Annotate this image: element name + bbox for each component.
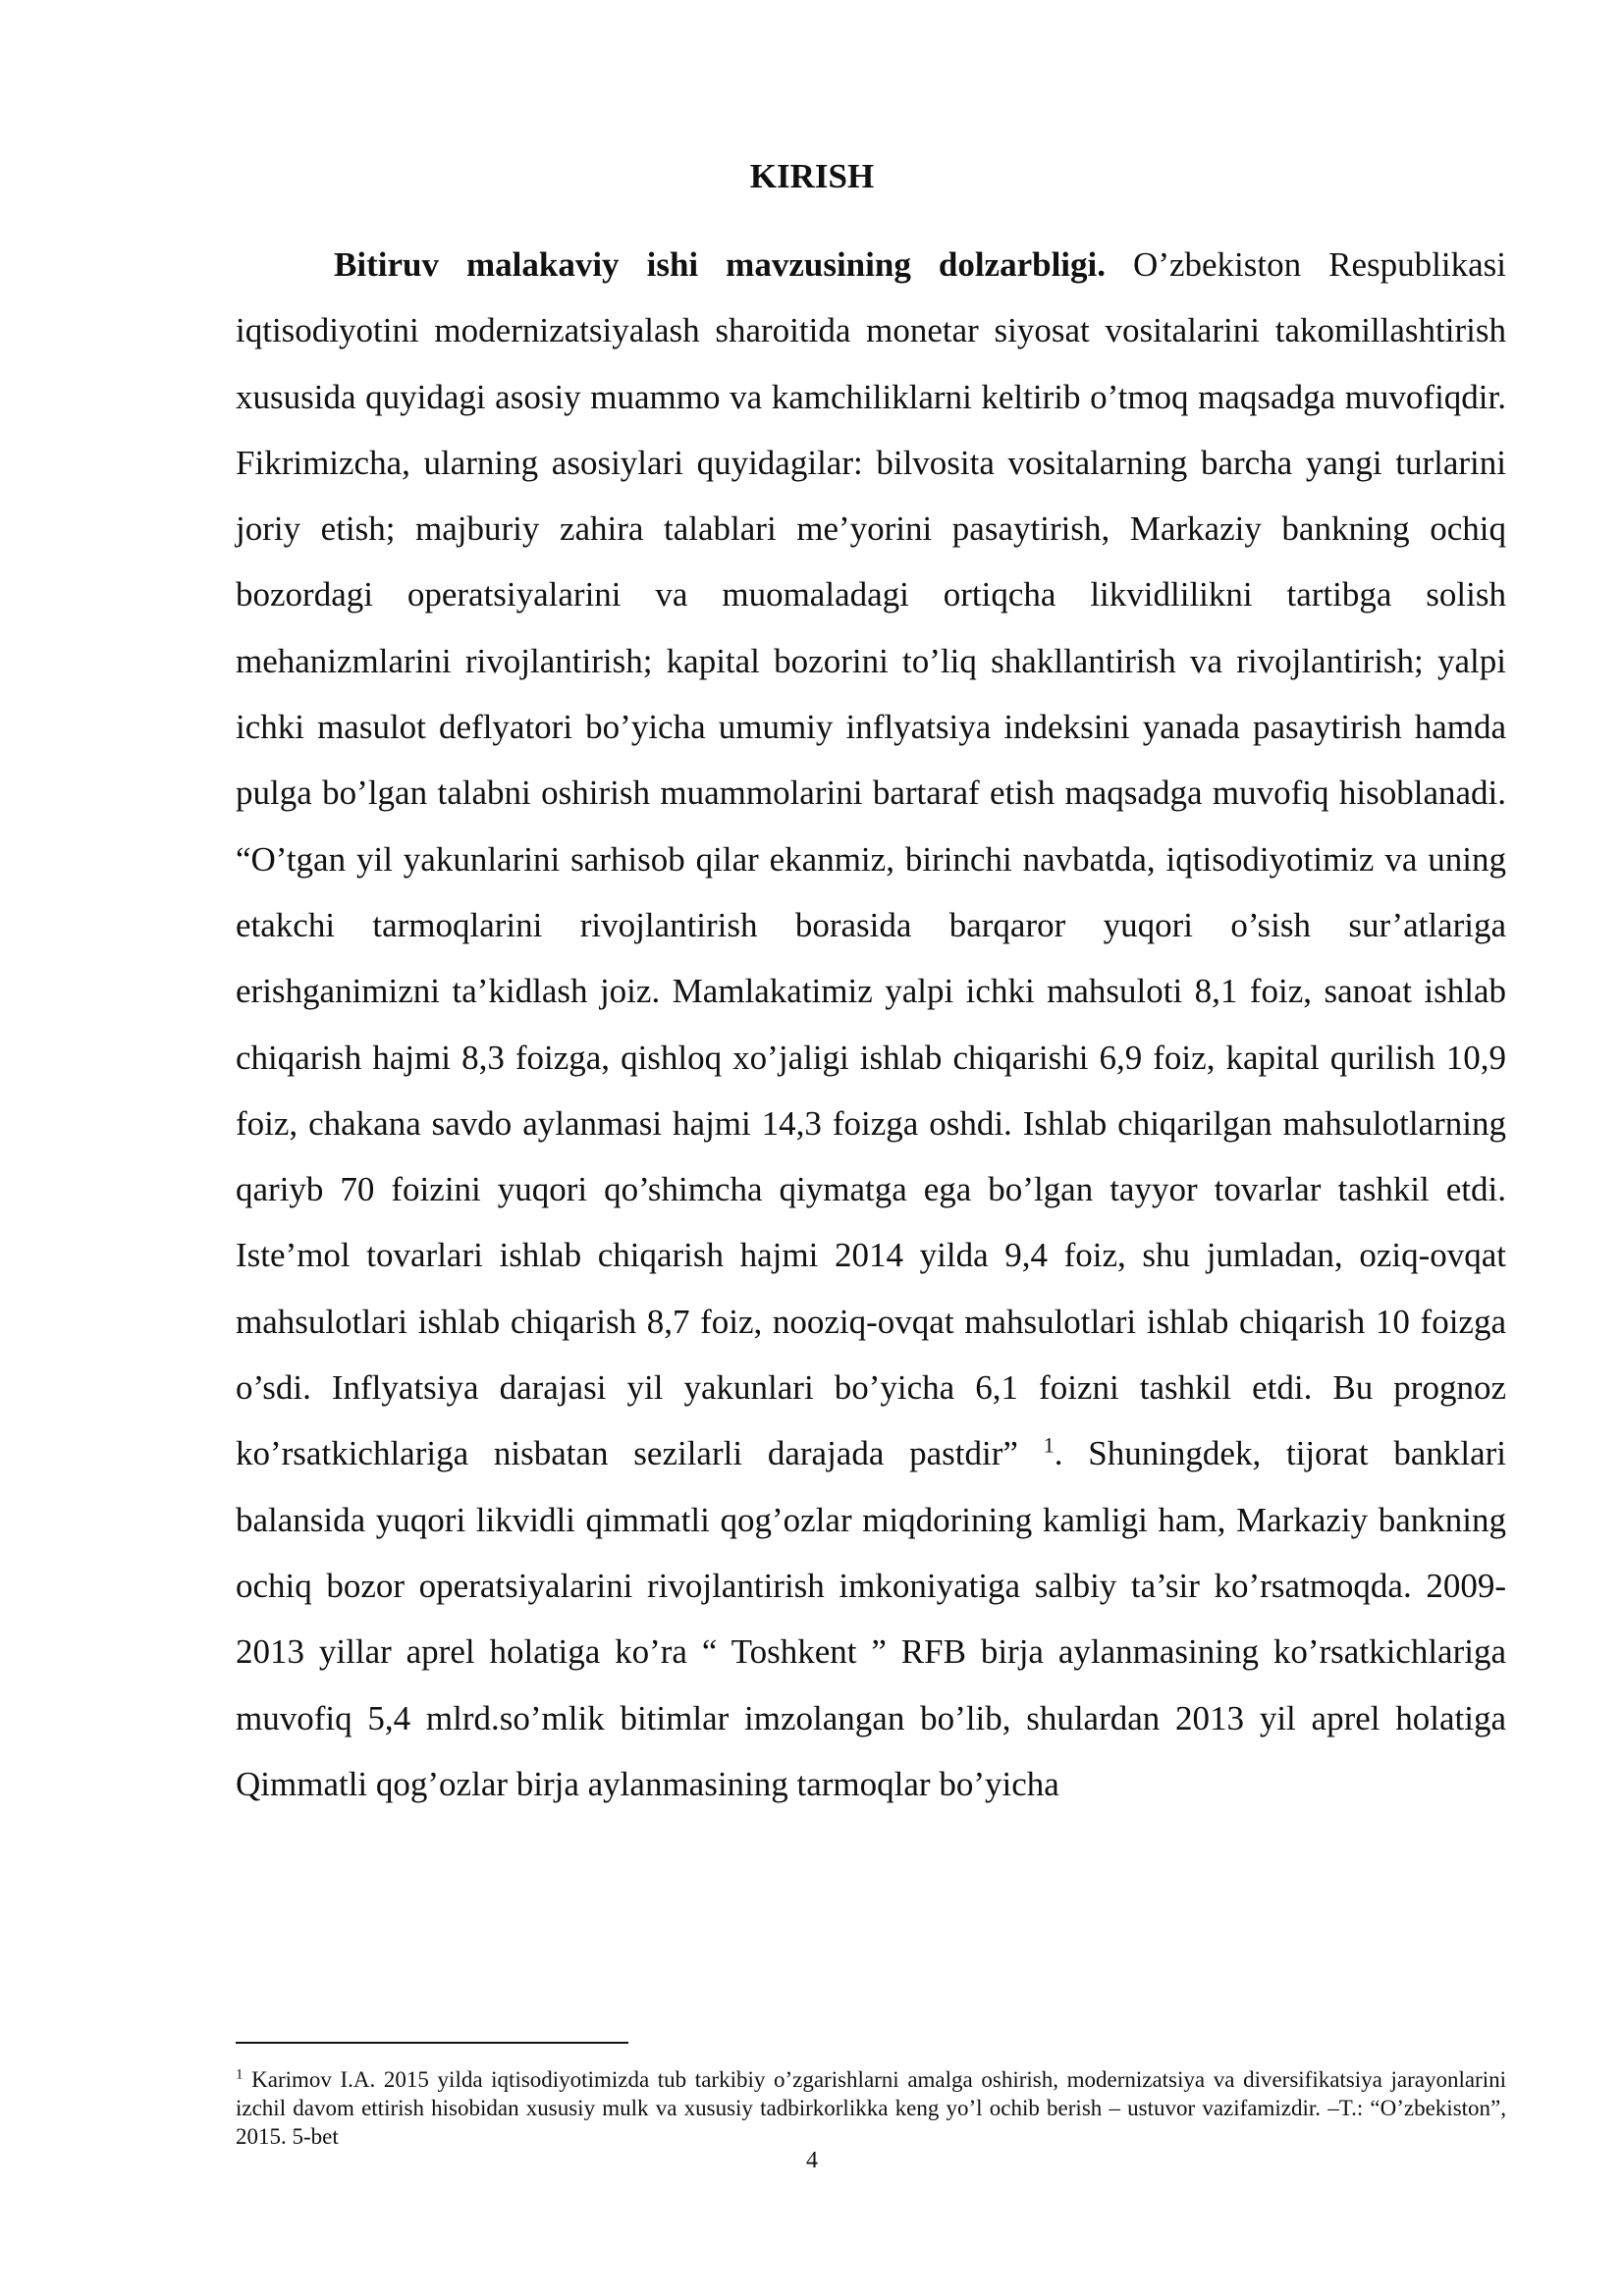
body-paragraph: [236, 232, 1506, 1817]
footnote-text: Karimov I.A. 2015 yilda iqtisodiyotimizda tub tarkibiy o’zgarishlarni amalga oshirish, modernizatsiya va diversifikatsiya jarayonlarini izchil davom ettirish hisobidan xususiy mulk va xususiy tadbirkorlikka keng yo’l ochib berish – ustuvor vazifamizdir. –T.: “O’zbekiston”, 2015. 5-bet: [236, 2067, 1506, 2149]
paragraph-text-part-1: O’zbekiston Respublikasi iqtisodiyotini modernizatsiyalash sharoitida monetar siyosat vositalarini takomillashtirish xususida quyidagi asosiy muammo va kamchiliklarni keltirib o’tmoq maqsadga muvofiqdir. Fikrimizcha, ularning asosiylari quyidagilar: bilvosita vositalarning barcha yangi turlarini joriy etish; majburiy zahira talablari me’yorini pasaytirish, Markaziy bankning ochiq bozordagi operatsiyalarini va muomaladagi ortiqcha likvidlilikni tartibga solish mehanizmlarini rivojlantirish; kapital bozorini to’liq shakllantirish va rivojlantirish; yalpi ichki masulot deflyatori bo’yicha umumiy inflyatsiya indeksini yanada pasaytirish hamda pulga bo’lgan talabni oshirish muammolarini bartaraf etish maqsadga muvofiq hisoblanadi. “O’tgan yil yakunlarini sarhisob qilar ekanmiz, birinchi navbatda, iqtisodiyotimiz va uning etakchi tarmoqlarini rivojlantirish borasida barqaror yuqori o’sish sur’atlariga erishganimizni ta’kidlash joiz. Mamlakatimiz yalpi ichki mahsuloti 8,1 foiz, sanoat ishlab chiqarish hajmi 8,3 foizga, qishloq xo’jaligi ishlab chiqarishi 6,9 foiz, kapital qurilish 10,9 foiz, chakana savdo aylanmasi hajmi 14,3 foizga oshdi. Ishlab chiqarilgan mahsulotlarning qariyb 70 foizini yuqori qo’shimcha qiymatga ega bo’lgan tayyor tovarlar tashkil etdi. Iste’mol tovarlari ishlab chiqarish hajmi 2014 yilda 9,4 foiz, shu jumladan, oziq-ovqat mahsulotlari ishlab chiqarish 8,7 foiz, nooziq-ovqat mahsulotlari ishlab chiqarish 10 foizga o’sdi. Inflyatsiya darajasi yil yakunlari bo’yicha 6,1 foizni tashkil etdi. Bu prognoz ko’rsatkichlariga nisbatan sezilarli darajada pastdir”: [236, 245, 1506, 1473]
page-number: 4: [806, 2148, 818, 2173]
footnote-reference[interactable]: 1: [1043, 1432, 1055, 1458]
footnote-mark: 1: [236, 2066, 244, 2083]
section-heading: KIRISH: [749, 157, 875, 195]
paragraph-lead: Bitiruv malakaviy ishi mavzusining dolzarbligi.: [334, 245, 1107, 284]
footnote: [236, 2065, 1506, 2151]
footnote-separator: [236, 2042, 628, 2044]
paragraph-text-part-2: . Shuningdek, tijorat banklari balansida yuqori likvidli qimmatli qog’ozlar miqdorining kamligi ham, Markaziy bankning ochiq bozor operatsiyalarini rivojlantirish imkoniyatiga salbiy ta’sir ko’rsatmoqda. 2009-2013 yillar aprel holatiga ko’ra “ Toshkent ” RFB birja aylanmasining ko’rsatkichlariga muvofiq 5,4 mlrd.so’mlik bitimlar imzolangan bo’lib, shulardan 2013 yil aprel holatiga Qimmatli qog’ozlar birja aylanmasining tarmoqlar bo’yicha: [236, 1434, 1506, 1803]
